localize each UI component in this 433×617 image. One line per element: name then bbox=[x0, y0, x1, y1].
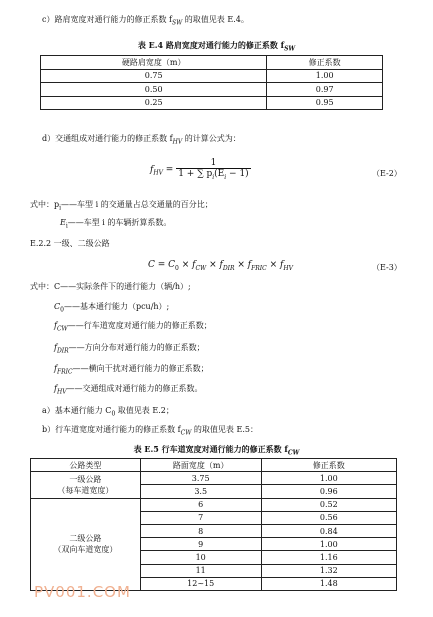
group1-line1: 一级公路 bbox=[69, 474, 102, 484]
group1-line2: （每车道宽度） bbox=[57, 485, 114, 495]
where1-line2 bbox=[60, 217, 171, 230]
where1-text1: ——车型 i 的交通量占总交通量的百分比； bbox=[61, 200, 213, 209]
e3-part3: × f bbox=[234, 260, 252, 270]
where2-line6 bbox=[54, 383, 203, 396]
where2-line3 bbox=[54, 320, 212, 333]
para-c-text: c）路肩宽度对通行能力的修正系数 f bbox=[42, 15, 172, 24]
item-a-text: a）基本通行能力 C bbox=[42, 406, 112, 415]
where2-sub6: HV bbox=[56, 388, 67, 396]
fraction-denominator bbox=[176, 169, 250, 181]
e3-c0-sub: 0 bbox=[175, 264, 179, 272]
formula-e2: $f_{HV}$ = $\frac{1}{1 + \sum p_i(E_i - 1)}$ bbox=[150, 158, 249, 181]
table4-caption bbox=[0, 40, 433, 53]
formula-e3-number: （E-3） bbox=[372, 263, 402, 272]
where2-lead3: f bbox=[54, 321, 57, 330]
para-c-sub: SW bbox=[171, 19, 183, 27]
table-cell: 0.56 bbox=[261, 511, 396, 524]
formula-lhs-sub: HV bbox=[153, 169, 163, 177]
e3-part4: × f bbox=[266, 260, 284, 270]
table-cell: 10 bbox=[140, 551, 261, 564]
table-cell: 0.96 bbox=[261, 485, 396, 498]
item-a-tail: 取值见表 E.2； bbox=[115, 406, 174, 415]
table-row bbox=[41, 96, 383, 110]
para-d bbox=[42, 133, 241, 146]
item-a-sub: 0 bbox=[111, 410, 116, 418]
table-row bbox=[31, 472, 397, 485]
den-tail-sub: i bbox=[224, 173, 227, 181]
table-cell: 1.00 bbox=[261, 538, 396, 551]
table-row bbox=[41, 69, 383, 83]
table-cell: 0.95 bbox=[267, 96, 383, 110]
where2-text3: ——行车道宽度对通行能力的修正系数； bbox=[67, 321, 212, 330]
item-b-sub: CW bbox=[180, 429, 192, 437]
table-group-cell bbox=[31, 472, 141, 498]
e3-part1: × f bbox=[178, 260, 196, 270]
fraction bbox=[176, 158, 250, 181]
para-c bbox=[42, 14, 249, 27]
where2-text5: ——横向干扰对通行能力的修正系数； bbox=[72, 364, 209, 373]
where2-text4: ——方向分布对通行能力的修正系数； bbox=[68, 343, 205, 352]
table-cell: 7 bbox=[140, 511, 261, 524]
where2-sub2: 0 bbox=[60, 306, 64, 314]
where2-lead6: f bbox=[54, 384, 57, 393]
table-cell: 1.00 bbox=[261, 472, 396, 485]
table-e5 bbox=[30, 458, 397, 591]
table-header-cell: 路面宽度（m） bbox=[140, 459, 261, 472]
den-end: − 1) bbox=[226, 169, 249, 179]
table-cell: 1.16 bbox=[261, 551, 396, 564]
table-cell: 3.75 bbox=[140, 472, 261, 485]
table-header-cell: 硬路肩宽度（m） bbox=[41, 56, 267, 70]
table-cell: 1.00 bbox=[267, 69, 383, 83]
e3-sub4: HV bbox=[283, 264, 293, 272]
table-e4 bbox=[40, 55, 383, 110]
group2-line2: （双向车道宽度） bbox=[53, 545, 118, 555]
watermark: PV001.COM bbox=[34, 583, 131, 601]
where2-lead2: C bbox=[54, 302, 61, 311]
where2-lead5: f bbox=[54, 364, 57, 373]
table-group-cell bbox=[31, 498, 141, 590]
where2-text6: ——交通组成对通行能力的修正系数。 bbox=[66, 384, 203, 393]
e3-c: C = C bbox=[148, 260, 176, 270]
para-d-text: d）交通组成对通行能力的修正系数 f bbox=[42, 134, 173, 143]
section-heading: E.2.2 一级、二级公路 bbox=[30, 239, 110, 248]
table-header-cell: 修正系数 bbox=[261, 459, 396, 472]
fraction-numerator: 1 bbox=[176, 158, 250, 169]
where2-sub3: CW bbox=[56, 325, 68, 333]
where2-lead4: f bbox=[54, 343, 57, 352]
table-header-cell: 公路类型 bbox=[31, 459, 141, 472]
where1-e-label: E bbox=[60, 218, 66, 227]
group2-line1: 二级公路 bbox=[69, 534, 102, 544]
item-a bbox=[42, 405, 174, 418]
where2-line4 bbox=[54, 342, 205, 355]
table-cell: 0.25 bbox=[41, 96, 267, 110]
item-b-text: b）行车道宽度对通行能力的修正系数 f bbox=[42, 425, 181, 434]
table5-caption bbox=[0, 444, 433, 457]
e3-sub1: CW bbox=[195, 264, 207, 272]
table-header-row bbox=[41, 56, 383, 70]
table-cell: 12~15 bbox=[140, 577, 261, 590]
where1-lead: 式中：p bbox=[30, 200, 60, 209]
where2-line2 bbox=[54, 301, 169, 314]
formula-e2-number: （E-2） bbox=[372, 169, 402, 178]
e3-sub2: DIR bbox=[222, 264, 235, 272]
where2-sub4: DIR bbox=[56, 347, 69, 355]
table-header-row bbox=[31, 459, 397, 472]
where1-line1 bbox=[30, 199, 213, 212]
where2-line5 bbox=[54, 363, 209, 376]
where2-text1: ——实际条件下的通行能力（辆/h）; bbox=[60, 282, 191, 291]
where2-sub5: FRIC bbox=[56, 368, 73, 376]
table-cell: 11 bbox=[140, 564, 261, 577]
where1-e-sub: i bbox=[65, 222, 68, 230]
formula-e3 bbox=[148, 260, 293, 272]
table-header-cell: 修正系数 bbox=[267, 56, 383, 70]
table-cell: 1.48 bbox=[261, 577, 396, 590]
para-d-tail: 的计算公式为： bbox=[182, 134, 241, 143]
table-cell: 9 bbox=[140, 538, 261, 551]
den-sub: i bbox=[212, 173, 215, 181]
table-cell: 6 bbox=[140, 498, 261, 511]
where2-line1 bbox=[30, 281, 191, 292]
where2-lead1: 式中：C bbox=[30, 282, 61, 291]
para-c-tail: 的取值见表 E.4。 bbox=[182, 15, 249, 24]
table-cell: 0.52 bbox=[261, 498, 396, 511]
table4-caption-text: 表 E.4 路肩宽度对通行能力的修正系数 f bbox=[137, 40, 285, 50]
table5-caption-sub: CW bbox=[287, 449, 300, 457]
table-row bbox=[31, 498, 397, 511]
den-tail: (E bbox=[214, 169, 225, 179]
table-cell: 0.97 bbox=[267, 83, 383, 97]
table4-caption-sub: SW bbox=[284, 45, 296, 53]
e3-sub3: FRIC bbox=[251, 264, 267, 272]
table-cell: 3.5 bbox=[140, 485, 261, 498]
item-b-tail: 的取值见表 E.5： bbox=[191, 425, 258, 434]
table-cell: 1.32 bbox=[261, 564, 396, 577]
where2-text2: ——基本通行能力（pcu/h）; bbox=[63, 302, 170, 311]
table-row bbox=[41, 83, 383, 97]
table-cell: 0.75 bbox=[41, 69, 267, 83]
para-d-sub: HV bbox=[172, 138, 183, 146]
den-text: 1 + ∑ p bbox=[178, 169, 213, 179]
table-cell: 0.50 bbox=[41, 83, 267, 97]
e3-part2: × f bbox=[206, 260, 223, 270]
where1-text2: ——车型 i 的车辆折算系数。 bbox=[67, 218, 172, 227]
table-cell: 0.84 bbox=[261, 524, 396, 537]
table-cell: 8 bbox=[140, 524, 261, 537]
item-b bbox=[42, 424, 258, 437]
formula-lhs: f bbox=[150, 164, 154, 175]
table5-caption-text: 表 E.5 行车道宽度对通行能力的修正系数 f bbox=[133, 444, 288, 454]
where1-lead-sub: i bbox=[59, 204, 62, 212]
